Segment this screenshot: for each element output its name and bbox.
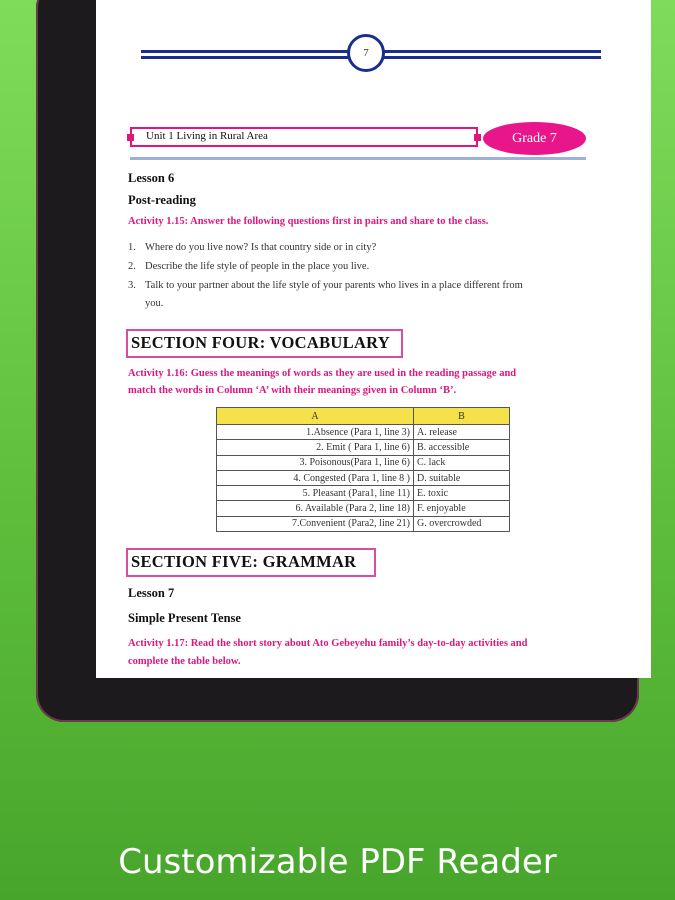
column-b-cell: E. toxic xyxy=(414,486,510,501)
table-row xyxy=(217,425,510,440)
promo-caption: Customizable PDF Reader xyxy=(118,842,557,882)
grade-badge: Grade 7 xyxy=(483,122,586,155)
question-item xyxy=(128,298,163,309)
column-b-header: B xyxy=(414,408,510,425)
table-row xyxy=(217,455,510,470)
simple-present-heading: Simple Present Tense xyxy=(128,611,241,625)
column-a-header: A xyxy=(217,408,414,425)
table-row xyxy=(217,516,510,531)
column-b-cell: G. overcrowded xyxy=(414,516,510,531)
column-a-cell: 7.Convenient (Para2, line 21) xyxy=(217,516,414,531)
vocabulary-matching-table xyxy=(216,407,510,532)
column-b-cell: B. accessible xyxy=(414,440,510,455)
post-reading-heading: Post-reading xyxy=(128,193,196,207)
lesson-6-heading: Lesson 6 xyxy=(128,171,175,185)
column-a-cell: 2. Emit ( Para 1, line 6) xyxy=(217,440,414,455)
unit-banner xyxy=(130,127,478,147)
pdf-page-viewport[interactable] xyxy=(96,0,651,678)
question-number: 1. xyxy=(128,242,136,253)
lesson-7-heading: Lesson 7 xyxy=(128,586,175,600)
column-b-cell: D. suitable xyxy=(414,470,510,485)
column-a-cell: 1.Absence (Para 1, line 3) xyxy=(217,425,414,440)
question-item xyxy=(128,261,369,272)
question-text: Describe the life style of people in the place you live. xyxy=(145,261,370,272)
activity-1-15: Activity 1.15: Answer the following questions first in pairs and share to the class. xyxy=(128,216,489,227)
question-number: 2. xyxy=(128,261,136,272)
tablet-device-frame xyxy=(36,0,639,722)
activity-1-17-line1: Activity 1.17: Read the short story about Ato Gebeyehu family’s day-to-day activities and xyxy=(128,638,528,649)
table-row xyxy=(217,486,510,501)
column-a-cell: 5. Pleasant (Para1, line 11) xyxy=(217,486,414,501)
section-five-heading: SECTION FIVE: GRAMMAR xyxy=(126,548,376,577)
column-b-cell: A. release xyxy=(414,425,510,440)
page-number-badge: 7 xyxy=(347,34,385,72)
table-header-row xyxy=(217,408,510,425)
column-a-cell: 6. Available (Para 2, line 18) xyxy=(217,501,414,516)
column-a-cell: 4. Congested (Para 1, line 8 ) xyxy=(217,470,414,485)
question-number: 3. xyxy=(128,280,136,291)
section-four-heading: SECTION FOUR: VOCABULARY xyxy=(126,329,403,358)
question-text: Talk to your partner about the life style of your parents who lives in a place different from xyxy=(145,280,523,291)
banner-cap xyxy=(474,134,481,141)
column-a-cell: 3. Poisonous(Para 1, line 6) xyxy=(217,455,414,470)
question-item xyxy=(128,242,376,253)
question-text: Where do you live now? Is that country side or in city? xyxy=(145,242,377,253)
table-row xyxy=(217,470,510,485)
unit-label: Unit 1 Living in Rural Area xyxy=(146,130,268,142)
activity-1-17-line2: complete the table below. xyxy=(128,656,241,667)
table-row xyxy=(217,440,510,455)
activity-1-16-line2: match the words in Column ‘A’ with their meanings given in Column ‘B’. xyxy=(128,385,457,396)
banner-cap xyxy=(127,134,134,141)
question-item xyxy=(128,280,523,291)
activity-1-16-line1: Activity 1.16: Guess the meanings of words as they are used in the reading passage and xyxy=(128,368,517,379)
column-b-cell: C. lack xyxy=(414,455,510,470)
question-text: you. xyxy=(145,298,164,309)
table-row xyxy=(217,501,510,516)
unit-underline xyxy=(130,157,586,160)
column-b-cell: F. enjoyable xyxy=(414,501,510,516)
